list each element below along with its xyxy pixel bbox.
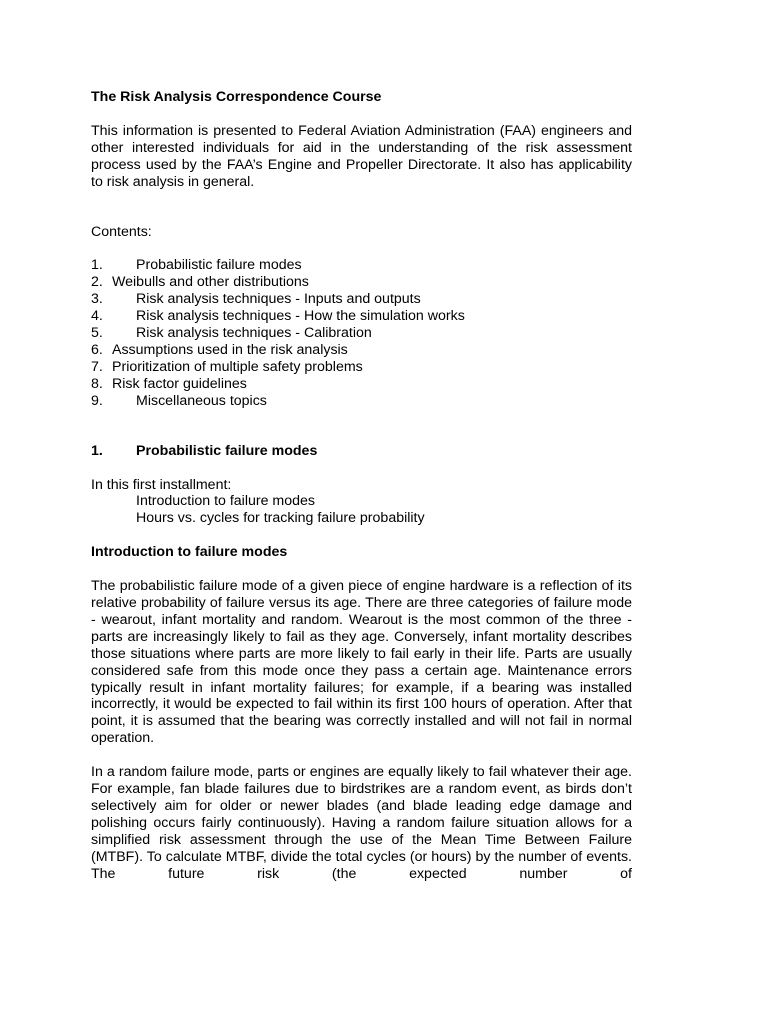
installment-item: Introduction to failure modes <box>136 493 316 510</box>
contents-item-label: Probabilistic failure modes <box>136 257 302 274</box>
body-paragraph: The probabilistic failure mode of a given piece of engine hardware is a reflection of its relative probability of failure versus its age. There are three categories of failure mode - wearout, infant mortality and random. Wearout is the most common of the three - parts are increasingly likely to fail as they age. Conversely, infant mortality describes those situations where parts are more likely to fail early in their life. Parts are usually considered safe from this mode once they pass a certain age. Maintenance errors typically result in infant mortality failures; for example, if a bearing was installed incorrectly, it would be expected to fail within its first 100 hours of operation. After that point, it is assumed that the bearing was correctly installed and will not fail in normal operation. <box>91 578 632 747</box>
contents-item-label: Risk analysis techniques - Inputs and outputs <box>136 291 421 308</box>
contents-item <box>91 257 632 274</box>
spacer <box>91 106 632 123</box>
spacer <box>91 191 632 224</box>
contents-item <box>91 291 632 308</box>
contents-item-label: Risk analysis techniques - How the simulation works <box>136 308 465 325</box>
contents-item-number: 6. <box>91 341 103 358</box>
intro-paragraph: This information is presented to Federal Aviation Administration (FAA) engineers and other interested individuals for aid in the understanding of the risk assessment process used by the FAA’s Engine and Propeller Directorate. It also has applicability to risk analysis in general. <box>91 122 632 190</box>
contents-item-number: 2. <box>91 274 103 291</box>
section-number: 1. <box>91 442 103 459</box>
contents-item <box>91 393 632 410</box>
contents-item <box>91 308 632 325</box>
contents-item-number: 3. <box>91 291 103 308</box>
section-title: Probabilistic failure modes <box>136 442 318 459</box>
contents-item <box>91 359 632 376</box>
contents-item-number: 9. <box>91 392 103 409</box>
contents-item-label: Prioritization of multiple safety problems <box>112 358 363 375</box>
contents-item <box>91 274 632 291</box>
installment-intro: In this first installment: <box>91 476 232 493</box>
spacer <box>91 747 632 764</box>
contents-item-label: Risk analysis techniques - Calibration <box>136 325 372 342</box>
contents-item <box>91 342 632 359</box>
contents-item-label: Assumptions used in the risk analysis <box>112 341 348 358</box>
spacer <box>91 460 632 477</box>
contents-item-label: Risk factor guidelines <box>112 375 247 392</box>
section-heading <box>91 443 632 460</box>
contents-label: Contents: <box>91 223 152 240</box>
spacer <box>91 561 632 578</box>
contents-item-number: 8. <box>91 375 103 392</box>
contents-item-label: Miscellaneous topics <box>136 392 267 409</box>
document-title: The Risk Analysis Correspondence Course <box>91 89 382 105</box>
contents-item-number: 4. <box>91 308 103 325</box>
contents-item <box>91 376 632 393</box>
document-page <box>91 89 632 883</box>
contents-item-number: 7. <box>91 358 103 375</box>
body-paragraph: In a random failure mode, parts or engines are equally likely to fail whatever their age. For example, fan blade failures due to birdstrikes are a random event, as birds don’t selectively aim for older or newer blades (and blade leading edge damage and polishing occurs fairly continuously). Having a random failure situation allows for a simplified risk assessment through the use of the Mean Time Between Failure (MTBF). To calculate MTBF, divide the total cycles (or hours) by the number of events. The future risk (the expected number of <box>91 764 632 882</box>
subsection-heading: Introduction to failure modes <box>91 544 288 561</box>
spacer <box>91 527 632 544</box>
contents-item <box>91 325 632 342</box>
contents-item-number: 5. <box>91 325 103 342</box>
spacer <box>91 240 632 257</box>
contents-item-number: 1. <box>91 257 103 274</box>
contents-item-label: Weibulls and other distributions <box>112 274 309 291</box>
spacer <box>91 410 632 443</box>
contents-list <box>91 257 632 409</box>
installment-item: Hours vs. cycles for tracking failure probability <box>136 510 425 527</box>
